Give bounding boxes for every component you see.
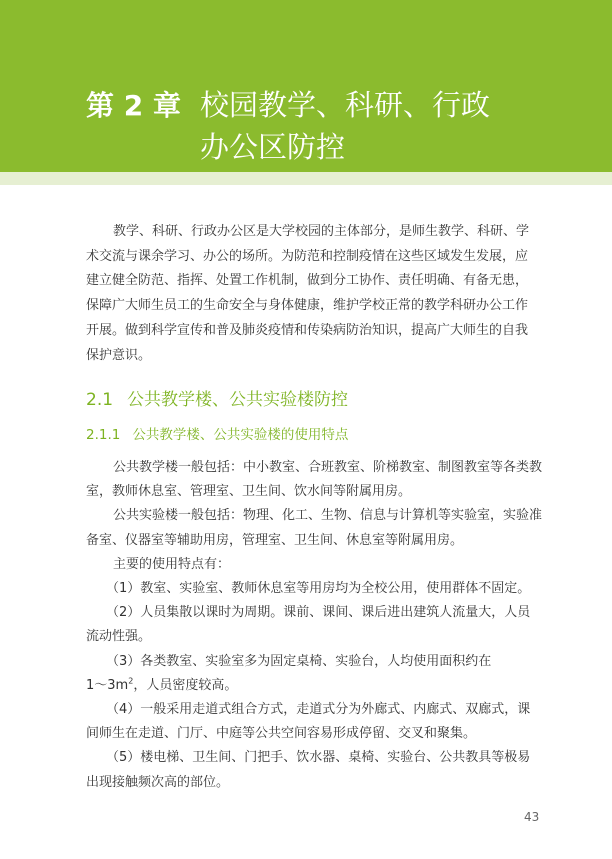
- intro-line: 建立健全防范、指挥、处置工作机制，做到分工协作、责任明确、有备无患，: [86, 273, 529, 289]
- section-number: 2.1: [86, 390, 114, 410]
- area-range: 1～3m: [86, 677, 129, 693]
- list-item-cont: 间师生在走道、门厅、中庭等公共空间容易形成停留、交叉和聚集。: [86, 726, 477, 742]
- list-item: （5）楼电梯、卫生间、门把手、饮水器、桌椅、实验台、公共教具等极易: [106, 750, 531, 766]
- chapter-title-line1: 校园教学、科研、行政: [200, 88, 491, 122]
- list-item: （3）各类教室、实验室多为固定桌椅、实验台，人均使用面积约在: [106, 653, 492, 669]
- list-item-cont: [86, 674, 542, 698]
- body-line: 公共教学楼一般包括：中小教室、合班教室、阶梯教室、制图教室等各类教: [113, 460, 543, 475]
- intro-line: 教学、科研、行政办公区是大学校园的主体部分，是师生教学、科研、学: [113, 224, 530, 239]
- intro-line: 开展。做到科学宣传和普及肺炎疫情和传染病防治知识，提高广大师生的自我: [86, 322, 529, 338]
- intro-line: 保护意识。: [86, 347, 152, 363]
- intro-paragraph-block: [86, 220, 542, 368]
- body-line: 备室、仪器室等辅助用房，管理室、卫生间、休息室等附属用房。: [86, 532, 464, 548]
- intro-paragraph: [86, 220, 542, 368]
- list-item: （2）人员集散以课时为周期。课前、课间、课后进出建筑人流量大，人员: [106, 605, 531, 621]
- subsection-number: 2.1.1: [86, 427, 121, 443]
- section-title: 公共教学楼、公共实验楼防控: [127, 390, 349, 410]
- subsection-title: 公共教学楼、公共实验楼的使用特点: [132, 427, 349, 443]
- subsection-heading: [86, 425, 348, 445]
- body-line: 公共实验楼一般包括：物理、化工、生物、信息与计算机等实验室，实验准: [113, 508, 543, 524]
- body-line: 主要的使用特点有：: [113, 556, 231, 572]
- body-text: [86, 456, 542, 795]
- intro-line: 术交流与课余学习、办公的场所。为防范和控制疫情在这些区域发生发展，应: [86, 248, 529, 264]
- list-item-cont: 出现接触频次高的部位。: [86, 774, 230, 790]
- intro-line: 保障广大师生员工的生命安全与身体健康，维护学校正常的教学科研办公工作: [86, 298, 529, 314]
- density-text: ，人员密度较高。: [133, 677, 238, 693]
- chapter-title: [200, 84, 580, 168]
- list-item-cont: 流动性强。: [86, 629, 152, 645]
- superscript: 2: [128, 676, 134, 686]
- chapter-number: 第 2 章: [86, 89, 181, 122]
- section-heading: [86, 388, 348, 412]
- list-item: （4）一般采用走道式组合方式，走道式分为外廊式、内廊式、双廊式，课: [106, 702, 531, 718]
- chapter-title-line2: 办公区防控: [200, 130, 346, 164]
- banner-stripe: [0, 172, 612, 185]
- page-number: 43: [524, 810, 540, 824]
- body-line: 室，教师休息室、管理室、卫生间、饮水间等附属用房。: [86, 484, 412, 500]
- list-item: （1）教室、实验室、教师休息室等用房均为全校公用，使用群体不固定。: [106, 581, 531, 597]
